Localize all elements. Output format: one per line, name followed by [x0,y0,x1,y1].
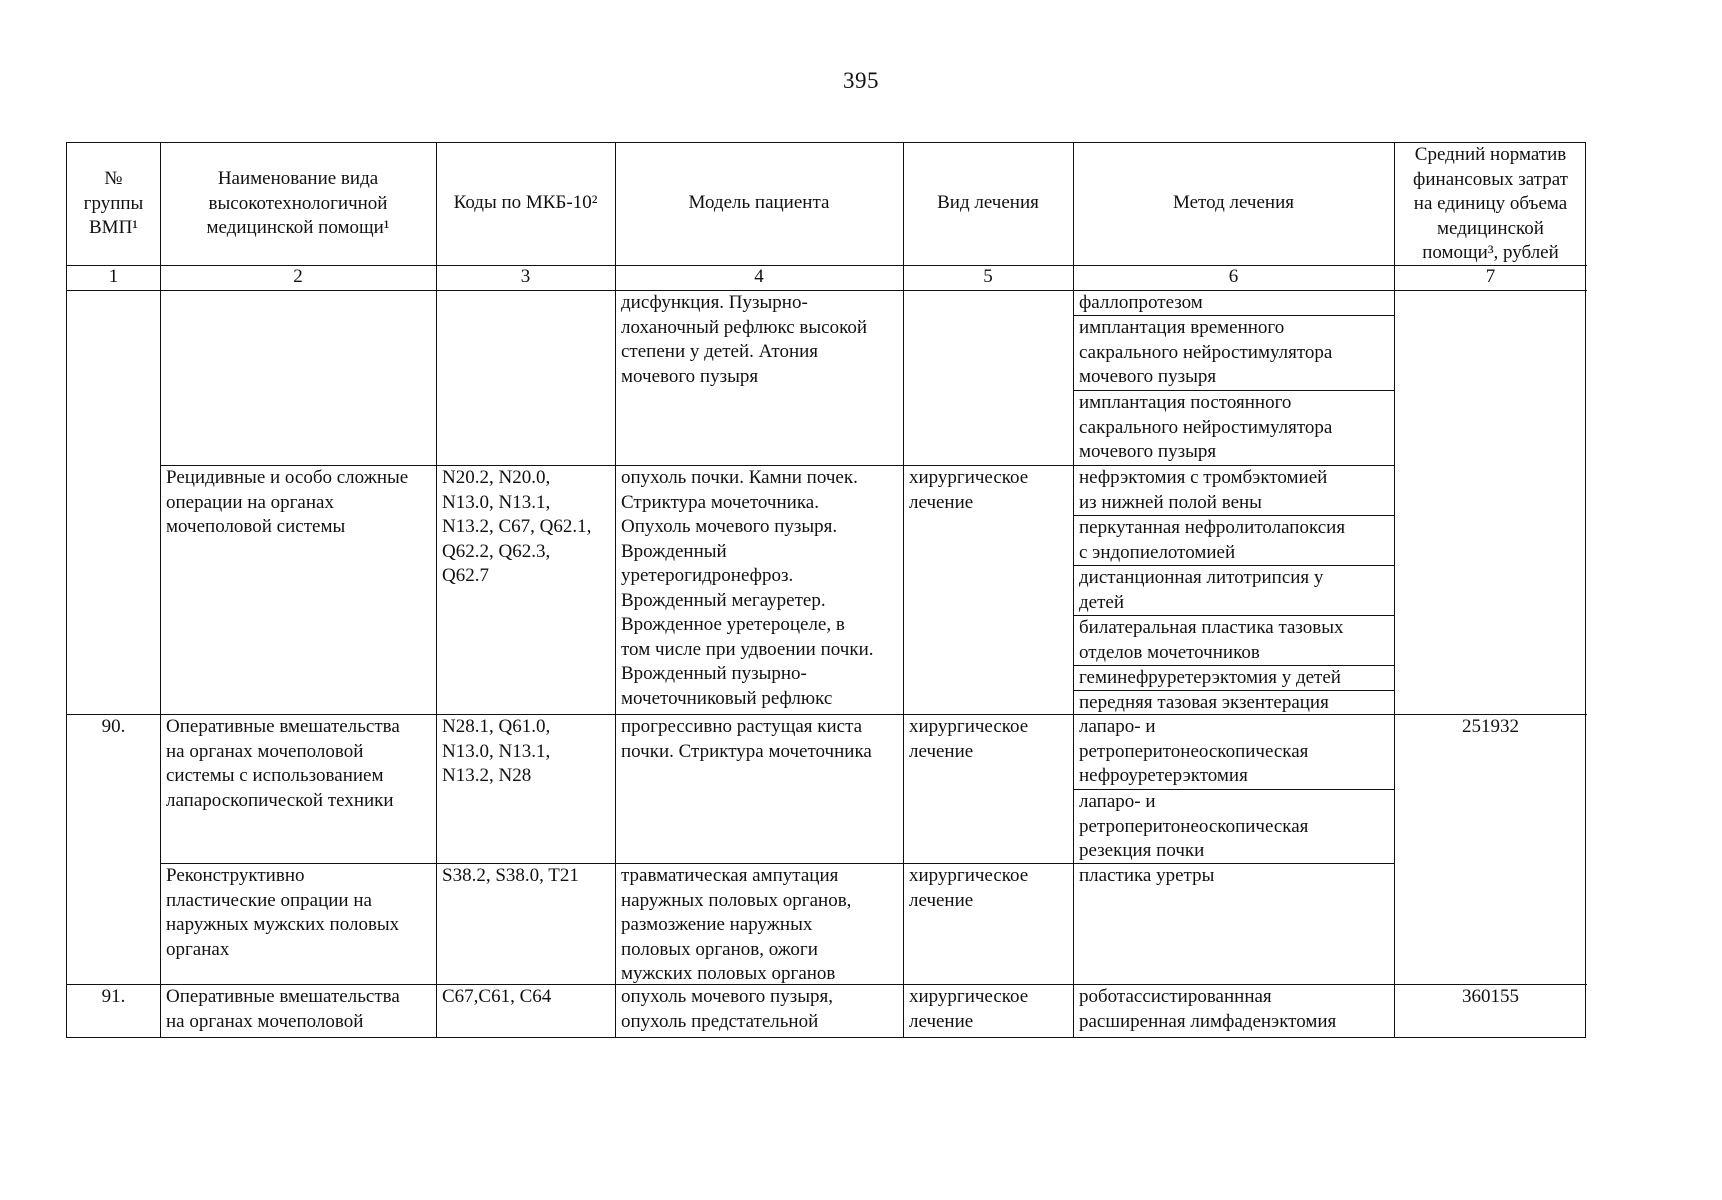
group-number-cell: 91. [101,986,126,1007]
method-cell: перкутанная нефролитолапоксия с эндопиелотомией [1079,517,1346,563]
method-cell: пластика уретры [1079,865,1215,886]
header-cost-norm: Средний норматив финансовых затрат на единицу объема медицинской помощи³, рублей [1413,144,1568,263]
header-care-type: Наименование вида высокотехнологичной медицинской помощи¹ [206,168,390,238]
care-type-cell: Рецидивные и особо сложные операции на органах мочеполовой системы [166,467,409,537]
treatment-type-cell: хирургическое лечение [909,467,1029,513]
column-number: 7 [1485,266,1496,287]
method-cell: имплантация временного сакрального нейростимулятора мочевого пузыря [1079,317,1333,387]
method-cell: нефрэктомия с тромбэктомией из нижней полой вены [1079,467,1328,513]
treatment-type-cell: хирургическое лечение [909,716,1029,762]
column-number: 2 [293,266,303,287]
column-number: 4 [754,266,764,287]
cost-cell: 360155 [1462,986,1519,1007]
icd-codes-cell: S38.2, S38.0, T21 [442,865,579,886]
header-group-number: № группы ВМП¹ [83,168,144,238]
care-type-cell: Реконструктивно пластические опрации на наружных мужских половых органах [166,865,400,960]
patient-model-cell: прогрессивно растущая киста почки. Стриктура мочеточника [621,716,872,762]
method-cell: лапаро- и ретроперитонеоскопическая нефроуретерэктомия [1079,716,1309,786]
treatment-type-cell: хирургическое лечение [909,865,1029,911]
method-cell: передняя тазовая экзентерация [1079,692,1329,713]
group-number-cell: 90. [101,716,126,737]
column-number: 1 [108,266,119,287]
care-type-cell: Оперативные вмешательства на органах мочеполовой [166,986,400,1032]
icd-codes-cell: N20.2, N20.0, N13.0, N13.1, N13.2, C67, Q62.1, Q62.2, Q62.3, Q62.7 [442,467,592,586]
page-number: 395 [843,68,879,93]
patient-model-cell: дисфункция. Пузырно- лоханочный рефлюкс высокой степени у детей. Атония мочевого пузыря [621,292,867,387]
patient-model-cell: травматическая ампутация наружных половых органов, размозжение наружных половых органов, ожоги мужских половых органов [621,865,852,984]
column-number: 3 [520,266,531,287]
vmp-table [66,142,1586,1038]
cost-cell: 251932 [1462,716,1519,737]
method-cell: дистанционная литотрипсия у детей [1079,567,1324,613]
column-number: 5 [983,266,993,287]
method-cell: билатеральная пластика тазовых отделов мочеточников [1079,617,1344,663]
care-type-cell: Оперативные вмешательства на органах мочеполовой системы с использованием лапароскопической техники [166,716,400,811]
patient-model-cell: опухоль почки. Камни почек. Стриктура мочеточника. Опухоль мочевого пузыря. Врожденный уретерогидронефроз. Врожденный мегауретер. Врожденное уретероцеле, в том числе при удвоении почки. Врожденный пузырно- мочеточниковый рефлюкс [621,467,874,709]
method-cell: геминефруретерэктомия у детей [1079,667,1341,688]
method-cell: фаллопротезом [1079,292,1203,313]
icd-codes-cell: N28.1, Q61.0, N13.0, N13.1, N13.2, N28 [442,716,551,786]
header-patient-model: Модель пациента [688,192,830,213]
icd-codes-cell: C67,C61, C64 [442,986,552,1007]
header-treatment-type: Вид лечения [937,192,1039,213]
method-cell: лапаро- и ретроперитонеоскопическая резекция почки [1079,791,1309,861]
treatment-type-cell: хирургическое лечение [909,986,1029,1032]
header-treatment-method: Метод лечения [1172,192,1294,213]
column-number: 6 [1228,266,1239,287]
header-icd-codes: Коды по МКБ-10² [453,192,598,213]
method-cell: имплантация постоянного сакрального нейростимулятора мочевого пузыря [1079,392,1333,462]
patient-model-cell: опухоль мочевого пузыря, опухоль предстательной [621,986,833,1032]
method-cell: роботассистированнная расширенная лимфаденэктомия [1079,986,1337,1032]
